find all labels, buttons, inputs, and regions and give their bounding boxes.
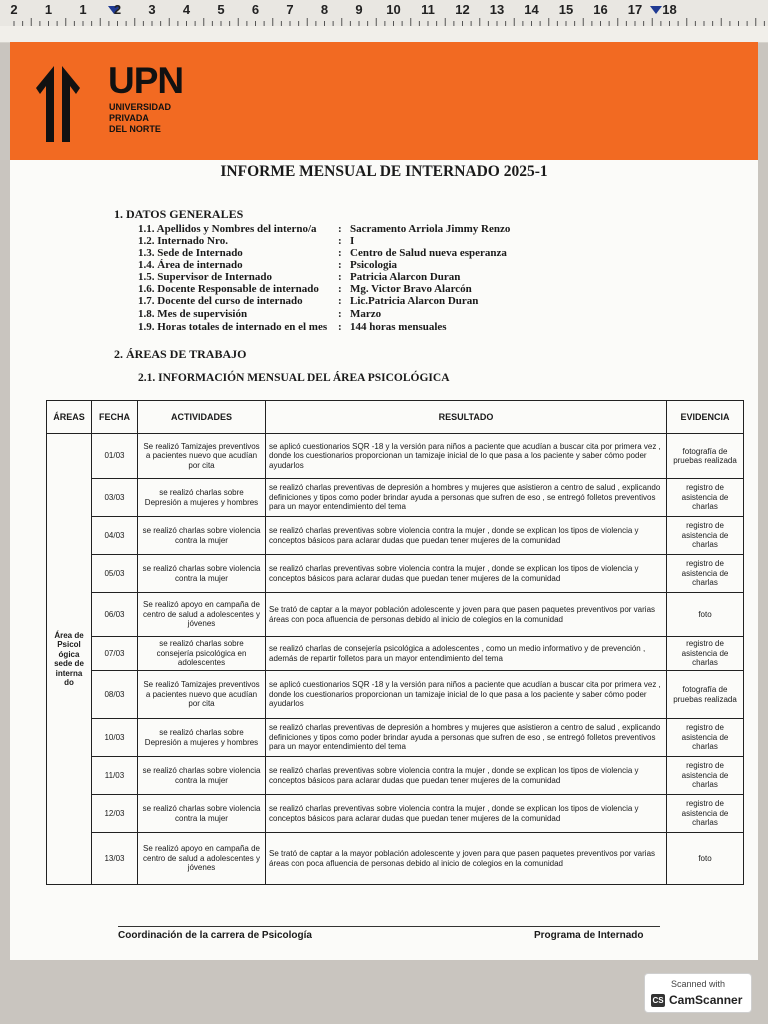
ruler-number: 1 [79,2,87,17]
date-cell: 05/03 [92,555,138,593]
date-cell: 06/03 [92,593,138,637]
ruler-number: 8 [320,2,329,17]
general-data-value: 144 horas mensuales [350,321,447,333]
table-row [47,637,744,671]
header-areas: ÁREAS [47,401,92,434]
date-cell: 13/03 [92,833,138,885]
ruler-number: 16 [593,2,608,17]
evidence-cell: registro de asistencia de charlas [667,555,744,593]
general-data-value: Sacramento Arriola Jimmy Renzo [350,223,511,235]
ruler-number: 13 [489,2,505,17]
ruler-number: 1 [44,2,53,17]
general-data-label: 1.6. Docente Responsable de internado [138,283,319,295]
activity-cell: se realizó charlas sobre violencia contra la mujer [138,517,266,555]
result-cell: se realizó charlas preventivas sobre violencia contra la mujer , donde se explican los tipos de violencia y conceptos básicos para aclarar dudas que puedan tener mujeres de la comunidad [266,757,667,795]
result-cell: se aplicó cuestionarios SQR -18 y la versión para niños a paciente que acudían a buscar cita por primera vez , donde los cuestionarios proporcionan un tamizaje inicial de lo que pasa a los paciente y saber cómo poder ayudarlos [266,671,667,719]
result-cell: se realizó charlas preventivas de depresión a hombres y mujeres que asistieron a centro de salud , explicando definiciones y tipos como poder brindar ayuda a personas que sufren de eso , se entregó folletos preventivos para un mayor entendimiento del tema [266,719,667,757]
camscanner-icon: CS [652,996,664,1005]
general-data-heading: 1. DATOS GENERALES [114,207,244,221]
table-row [47,719,744,757]
upn-logo-icon [36,66,100,142]
result-cell: se aplicó cuestionarios SQR -18 y la versión para niños a paciente que acudían a buscar cita por primera vez , donde los cuestionarios proporcionan un tamizaje inicial de lo que pasa a los paciente y saber cómo poder ayudarlos [266,434,667,479]
ruler-number: 18 [662,2,677,17]
table-row [47,795,744,833]
header-fecha: FECHA [92,401,138,434]
activity-cell: se realizó charlas sobre violencia contra la mujer [138,757,266,795]
evidence-cell: registro de asistencia de charlas [667,757,744,795]
table-row [47,555,744,593]
result-cell: se realizó charlas preventivas sobre violencia contra la mujer , donde se explican los tipos de violencia y conceptos básicos para aclarar dudas que puedan tener mujeres de la comunidad [266,795,667,833]
ruler-number: 2 [10,2,18,17]
header-banner [10,42,758,160]
document-page [10,42,758,960]
general-data-value: Patricia Alarcon Duran [350,271,461,283]
colon-separator: : [338,259,342,271]
ruler-number: 6 [251,2,260,17]
general-data-value: Lic.Patricia Alarcon Duran [350,295,479,307]
footer-coordination: Coordinación de la carrera de Psicología [118,930,312,941]
ruler-number: 7 [286,2,294,17]
colon-separator: : [338,271,342,283]
general-data-value: Marzo [350,308,382,320]
ruler [0,0,768,27]
general-data-label: 1.7. Docente del curso de internado [138,295,303,307]
activity-cell: se realizó charlas sobre Depresión a mujeres y hombres [138,719,266,757]
colon-separator: : [338,321,342,333]
table-row [47,434,744,479]
date-cell: 07/03 [92,637,138,671]
ruler-strip [0,26,768,43]
general-data-value: Psicologia [350,259,398,271]
ruler-number: 5 [217,2,225,17]
ruler-number: 2 [113,2,122,17]
section-2-1-heading: 2.1. INFORMACIÓN MENSUAL DEL ÁREA PSICOLÓGICA [138,372,450,384]
date-cell: 12/03 [92,795,138,833]
general-data-label: 1.8. Mes de supervisión [138,308,248,320]
activity-cell: Se realizó Tamizajes preventivos a pacientes nuevo que acudían por cita [138,434,266,479]
general-data-value: I [350,235,355,247]
header-evidencia: EVIDENCIA [667,401,744,434]
header-actividades: ACTIVIDADES [138,401,266,434]
general-data-label: 1.1. Apellidos y Nombres del interno/a [138,223,317,235]
ruler-number: 12 [455,2,470,17]
result-cell: se realizó charlas de consejería psicológica a adolescentes , como un medio informativo y de prevención , además de repartir folletos para un mayor entendimiento del tema [266,637,667,671]
ruler-number: 3 [148,2,156,17]
general-data-value: Centro de Salud nueva esperanza [350,247,507,259]
activity-cell: Se realizó apoyo en campaña de centro de salud a adolescentes y jóvenes [138,833,266,885]
evidence-cell: registro de asistencia de charlas [667,637,744,671]
date-cell: 03/03 [92,479,138,517]
result-cell: se realizó charlas preventivas sobre violencia contra la mujer , donde se explican los tipos de violencia y conceptos básicos para aclarar dudas que puedan tener mujeres de la comunidad [266,517,667,555]
ruler-number: 9 [355,2,363,17]
area-cell: Área de Psicol ógica sede de interna do [47,434,92,885]
ruler-number: 11 [421,2,435,17]
ruler-number: 14 [524,2,539,17]
general-data-label: 1.9. Horas totales de internado en el mes [138,321,328,333]
evidence-cell: fotografía de pruebas realizada [667,434,744,479]
activity-cell: se realizó charlas sobre violencia contra la mujer [138,795,266,833]
general-data-value: Mg. Victor Bravo Alarcón [350,283,472,295]
ruler-number: 10 [386,2,401,17]
evidence-cell: registro de asistencia de charlas [667,719,744,757]
date-cell: 01/03 [92,434,138,479]
camscanner-watermark [644,973,752,1013]
evidence-cell: registro de asistencia de charlas [667,479,744,517]
date-cell: 04/03 [92,517,138,555]
activities-table [46,400,744,885]
evidence-cell: registro de asistencia de charlas [667,795,744,833]
activity-cell: Se realizó Tamizajes preventivos a pacientes nuevo que acudían por cita [138,671,266,719]
footer-program: Programa de Internado [534,930,644,941]
colon-separator: : [338,235,342,247]
evidence-cell: foto [667,833,744,885]
table-row [47,671,744,719]
ruler-number: 15 [558,2,574,17]
watermark-brand: CamScanner [669,993,743,1007]
activity-cell: Se realizó apoyo en campaña de centro de salud a adolescentes y jóvenes [138,593,266,637]
footer-divider [118,926,660,927]
evidence-cell: registro de asistencia de charlas [667,517,744,555]
ruler-number: 17 [627,2,643,17]
result-cell: Se trató de captar a la mayor población adolescente y joven para que pasen paquetes preventivos por varias áreas con poca afluencia de personas debido al inicio de colegios en la comunidad [266,593,667,637]
logo-name: UPN [108,60,184,101]
date-cell: 10/03 [92,719,138,757]
colon-separator: : [338,308,342,320]
logo-subtitle: UNIVERSIDAD PRIVADA DEL NORTE [109,102,172,134]
colon-separator: : [338,283,342,295]
colon-separator: : [338,247,342,259]
activity-cell: se realizó charlas sobre consejería psicológica en adolescentes [138,637,266,671]
ruler-number: 4 [182,2,191,17]
table-row [47,517,744,555]
table-row [47,593,744,637]
date-cell: 08/03 [92,671,138,719]
colon-separator: : [338,295,342,307]
evidence-cell: fotografía de pruebas realizada [667,671,744,719]
general-data-label: 1.4. Área de internado [138,259,243,271]
general-data-label: 1.5. Supervisor de Internado [138,271,272,283]
table-row [47,479,744,517]
header-resultado: RESULTADO [266,401,667,434]
result-cell: se realizó charlas preventivas sobre violencia contra la mujer , donde se explican los tipos de violencia y conceptos básicos para aclarar dudas que puedan tener mujeres de la comunidad [266,555,667,593]
activity-cell: se realizó charlas sobre Depresión a mujeres y hombres [138,479,266,517]
result-cell: se realizó charlas preventivas de depresión a hombres y mujeres que asistieron a centro de salud , explicando definiciones y tipos como poder brindar ayuda a personas que sufren de eso , se entregó folletos preventivos para un mayor entendimiento del tema [266,479,667,517]
table-row [47,833,744,885]
watermark-caption: Scanned with [670,979,726,989]
right-indent-marker[interactable] [650,6,662,14]
colon-separator: : [338,223,342,235]
general-data-label: 1.2. Internado Nro. [138,235,228,247]
evidence-cell: foto [667,593,744,637]
table-header-row [47,401,744,434]
general-data-label: 1.3. Sede de Internado [138,247,243,259]
table-row [47,757,744,795]
document-title: INFORME MENSUAL DE INTERNADO 2025-1 [220,163,548,180]
date-cell: 11/03 [92,757,138,795]
section-2-heading: 2. ÁREAS DE TRABAJO [114,347,247,361]
activity-cell: se realizó charlas sobre violencia contra la mujer [138,555,266,593]
result-cell: Se trató de captar a la mayor población adolescente y joven para que pasen paquetes preventivos por varias áreas con poca afluencia de personas debido al inicio de colegios en la comunidad [266,833,667,885]
